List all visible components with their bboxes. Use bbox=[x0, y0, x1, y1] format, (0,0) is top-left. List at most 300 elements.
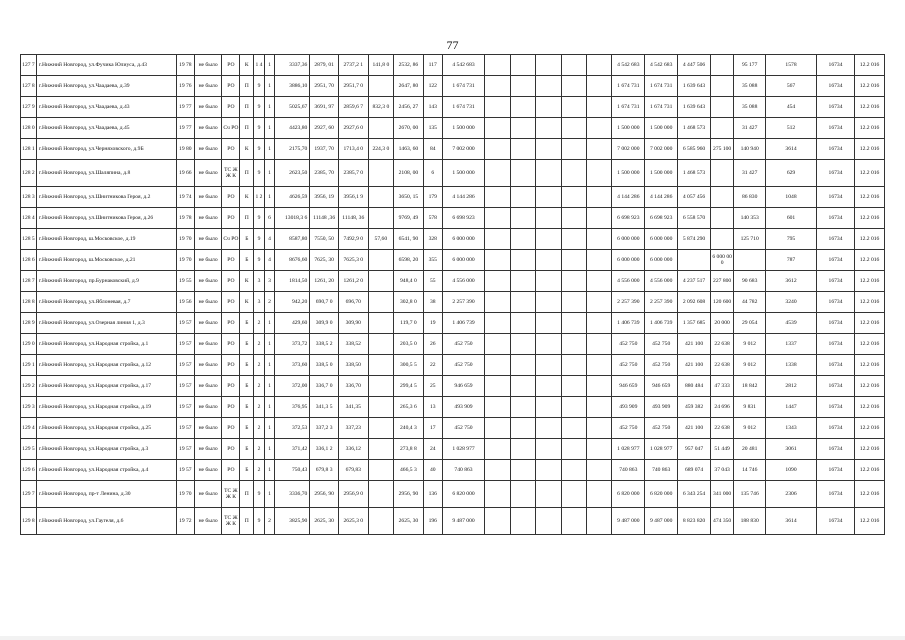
cell-area-other: 2647, 80 bbox=[394, 76, 424, 97]
cell-cost-roof bbox=[485, 118, 510, 139]
cell-cost-limit: 16734 bbox=[816, 418, 854, 439]
cell-area-private: 696,70 bbox=[338, 292, 368, 313]
cell-total-area: 2175,70 bbox=[275, 139, 310, 160]
cell-cost-limit: 16734 bbox=[816, 292, 854, 313]
cell-residential-area: 1261, 20 bbox=[310, 271, 339, 292]
cell-wall-material: Б bbox=[240, 313, 254, 334]
cell-cost-per-sqm: 1343 bbox=[766, 418, 817, 439]
cell-commission-year: не было bbox=[194, 139, 222, 160]
cell-total-area: 3337,36 bbox=[275, 55, 310, 76]
cell-wall-material: К bbox=[240, 292, 254, 313]
cell-entrances: 1 bbox=[264, 376, 275, 397]
cell-finance-fund: 689 074 bbox=[678, 460, 711, 481]
cell-area-private: 309,90 bbox=[338, 313, 368, 334]
cell-finance-regional: 22 638 bbox=[710, 418, 733, 439]
cell-area-municipal: 57,60 bbox=[368, 229, 393, 250]
cell-build-year: 19 57 bbox=[176, 397, 194, 418]
cell-cost-other bbox=[586, 55, 611, 76]
cell-cost-roof bbox=[485, 76, 510, 97]
cell-finance-total: 946 659 bbox=[645, 376, 678, 397]
cell-finance-fund: 8 823 820 bbox=[678, 508, 711, 535]
cell-finance-regional: 22 638 bbox=[710, 355, 733, 376]
cell-finance-total: 9 487 000 bbox=[645, 508, 678, 535]
cell-wall-material: К bbox=[240, 139, 254, 160]
cell-row-index: 128 3 bbox=[21, 187, 37, 208]
cell-row-index: 128 4 bbox=[21, 208, 37, 229]
cell-address: г.Нижний Новгород, ул.Гаугеля, д.6 bbox=[36, 508, 176, 535]
cell-cost-basement bbox=[536, 292, 561, 313]
cell-completion-date: 12.2 016 bbox=[855, 460, 885, 481]
cell-finance-total: 2 257 390 bbox=[645, 292, 678, 313]
cell-entrances: 1 bbox=[264, 160, 275, 187]
cell-wall-material: Б bbox=[240, 376, 254, 397]
cell-fund-manager: Сч РО bbox=[222, 229, 240, 250]
cell-fund-manager: РО bbox=[222, 139, 240, 160]
cell-area-other: 948,4 0 bbox=[394, 271, 424, 292]
cell-row-index: 129 2 bbox=[21, 376, 37, 397]
cell-completion-date: 12.2 016 bbox=[855, 292, 885, 313]
cell-cost-facade bbox=[510, 139, 535, 160]
cell-finance-total: 7 002 000 bbox=[645, 139, 678, 160]
cell-cost-facade bbox=[510, 334, 535, 355]
cell-total-area: 371,42 bbox=[275, 439, 310, 460]
cell-cost-utilities bbox=[561, 97, 586, 118]
cell-cost-basement bbox=[536, 271, 561, 292]
cell-residents: 355 bbox=[423, 250, 442, 271]
cell-entrances: 1 bbox=[264, 97, 275, 118]
cell-cost-repair: 9 487 000 bbox=[612, 508, 645, 535]
cell-finance-fund: 421 100 bbox=[678, 418, 711, 439]
cell-cost-basement bbox=[536, 508, 561, 535]
cell-residential-area: 336,1 2 bbox=[310, 439, 339, 460]
cell-finance-total: 4 144 286 bbox=[645, 187, 678, 208]
cell-area-other: 300,5 5 bbox=[394, 355, 424, 376]
cell-residents: 84 bbox=[423, 139, 442, 160]
cell-cost-roof bbox=[485, 355, 510, 376]
cell-area-private: 338,52 bbox=[338, 334, 368, 355]
cell-cost-basement bbox=[536, 481, 561, 508]
cell-residential-area: 309,9 0 bbox=[310, 313, 339, 334]
cell-build-year: 19 57 bbox=[176, 355, 194, 376]
cell-total-cost: 1 406 739 bbox=[442, 313, 484, 334]
cell-cost-facade bbox=[510, 292, 535, 313]
cell-finance-regional bbox=[710, 55, 733, 76]
cell-total-cost: 6 000 000 bbox=[442, 250, 484, 271]
cell-finance-regional: 474 350 bbox=[710, 508, 733, 535]
cell-finance-total: 493 909 bbox=[645, 397, 678, 418]
cell-cost-repair: 946 659 bbox=[612, 376, 645, 397]
cell-finance-regional bbox=[710, 97, 733, 118]
cell-row-index: 128 6 bbox=[21, 250, 37, 271]
cell-cost-utilities bbox=[561, 229, 586, 250]
cell-floors: 2 bbox=[254, 313, 265, 334]
cell-area-municipal bbox=[368, 76, 393, 97]
cell-finance-local: 20 481 bbox=[734, 439, 766, 460]
cell-residents: 19 bbox=[423, 313, 442, 334]
cell-cost-utilities bbox=[561, 334, 586, 355]
cell-finance-local bbox=[734, 250, 766, 271]
cell-build-year: 19 56 bbox=[176, 292, 194, 313]
cell-finance-local: 125 710 bbox=[734, 229, 766, 250]
cell-finance-fund: 6 343 254 bbox=[678, 481, 711, 508]
cell-finance-local: 31 427 bbox=[734, 118, 766, 139]
cell-area-other: 2956, 90 bbox=[394, 481, 424, 508]
cell-cost-limit: 16734 bbox=[816, 118, 854, 139]
page-bottom-edge bbox=[0, 636, 905, 640]
cell-finance-regional: 275 100 bbox=[710, 139, 733, 160]
cell-fund-manager: РО bbox=[222, 334, 240, 355]
table-row bbox=[21, 508, 885, 535]
cell-residents: 22 bbox=[423, 355, 442, 376]
cell-fund-manager: Сч РО bbox=[222, 118, 240, 139]
cell-cost-per-sqm: 512 bbox=[766, 118, 817, 139]
cell-area-other: 3650, 15 bbox=[394, 187, 424, 208]
cell-floors: 9 bbox=[254, 97, 265, 118]
cell-cost-other bbox=[586, 250, 611, 271]
cell-address: г.Нижний Новгород, пр-т Ленина, д.30 bbox=[36, 481, 176, 508]
cell-cost-other bbox=[586, 418, 611, 439]
cell-commission-year: не было bbox=[194, 508, 222, 535]
cell-fund-manager: РО bbox=[222, 208, 240, 229]
cell-finance-regional: 227 800 bbox=[710, 271, 733, 292]
cell-row-index: 128 0 bbox=[21, 118, 37, 139]
cell-residents: 25 bbox=[423, 376, 442, 397]
cell-finance-fund bbox=[678, 250, 711, 271]
table-row bbox=[21, 229, 885, 250]
cell-address: г.Нижний Новгород, ул.Шнитникова Героя, д.2 bbox=[36, 187, 176, 208]
cell-cost-repair: 740 863 bbox=[612, 460, 645, 481]
cell-finance-total: 6 000 000 bbox=[645, 229, 678, 250]
cell-address: г.Нижний Новгород, ул.Черняховского, д.9Б bbox=[36, 139, 176, 160]
cell-cost-roof bbox=[485, 208, 510, 229]
cell-floors: 2 bbox=[254, 460, 265, 481]
cell-address: г.Нижний Новгород, ул.Шаляпина, д.8 bbox=[36, 160, 176, 187]
cell-wall-material: Б bbox=[240, 418, 254, 439]
cell-total-area: 942,20 bbox=[275, 292, 310, 313]
cell-residential-area: 338,5 2 bbox=[310, 334, 339, 355]
cell-cost-other bbox=[586, 229, 611, 250]
cell-build-year: 19 57 bbox=[176, 334, 194, 355]
cell-residents: 122 bbox=[423, 76, 442, 97]
cell-cost-facade bbox=[510, 397, 535, 418]
cell-area-private: 7625,3 0 bbox=[338, 250, 368, 271]
cell-commission-year: не было bbox=[194, 355, 222, 376]
cell-area-private: 337,23 bbox=[338, 418, 368, 439]
cell-total-cost: 6 698 923 bbox=[442, 208, 484, 229]
cell-finance-fund: 421 100 bbox=[678, 334, 711, 355]
cell-area-other: 6598, 20 bbox=[394, 250, 424, 271]
cell-cost-facade bbox=[510, 508, 535, 535]
cell-build-year: 19 57 bbox=[176, 439, 194, 460]
cell-area-other: 1463, 60 bbox=[394, 139, 424, 160]
cell-commission-year: не было bbox=[194, 460, 222, 481]
cell-cost-repair: 6 000 000 bbox=[612, 250, 645, 271]
cell-finance-local: 29 054 bbox=[734, 313, 766, 334]
page-number: 77 bbox=[446, 38, 459, 52]
cell-area-municipal bbox=[368, 118, 393, 139]
cell-finance-local: 90 683 bbox=[734, 271, 766, 292]
cell-area-other: 9769, 49 bbox=[394, 208, 424, 229]
cell-area-private: 11148, 36 bbox=[338, 208, 368, 229]
cell-finance-local: 95 177 bbox=[734, 55, 766, 76]
cell-cost-other bbox=[586, 292, 611, 313]
cell-wall-material: Б bbox=[240, 229, 254, 250]
cell-residential-area: 7625, 30 bbox=[310, 250, 339, 271]
cell-finance-total: 1 028 977 bbox=[645, 439, 678, 460]
cell-cost-facade bbox=[510, 481, 535, 508]
cell-finance-total: 4 542 683 bbox=[645, 55, 678, 76]
cell-area-municipal bbox=[368, 334, 393, 355]
cell-floors: 9 bbox=[254, 118, 265, 139]
cell-finance-total: 1 500 000 bbox=[645, 118, 678, 139]
cell-total-cost: 1 674 731 bbox=[442, 76, 484, 97]
cell-area-private: 7492,9 0 bbox=[338, 229, 368, 250]
cell-entrances: 1 bbox=[264, 139, 275, 160]
cell-total-area: 4626,59 bbox=[275, 187, 310, 208]
cell-finance-total: 6 820 000 bbox=[645, 481, 678, 508]
cell-wall-material: Б bbox=[240, 439, 254, 460]
cell-cost-per-sqm: 4539 bbox=[766, 313, 817, 334]
cell-build-year: 19 77 bbox=[176, 118, 194, 139]
cell-finance-fund: 4 447 506 bbox=[678, 55, 711, 76]
cell-fund-manager: РО bbox=[222, 271, 240, 292]
cell-build-year: 19 76 bbox=[176, 76, 194, 97]
cell-total-cost: 9 487 000 bbox=[442, 508, 484, 535]
cell-cost-limit: 16734 bbox=[816, 481, 854, 508]
cell-residents: 135 bbox=[423, 118, 442, 139]
cell-floors: 9 bbox=[254, 139, 265, 160]
cell-completion-date: 12.2 016 bbox=[855, 250, 885, 271]
cell-finance-local: 86 830 bbox=[734, 187, 766, 208]
cell-row-index: 128 2 bbox=[21, 160, 37, 187]
cell-cost-limit: 16734 bbox=[816, 271, 854, 292]
cell-cost-limit: 16734 bbox=[816, 187, 854, 208]
cell-residential-area: 338,5 0 bbox=[310, 355, 339, 376]
cell-address: г.Нижний Новгород, ул.Чаадаева, д.45 bbox=[36, 118, 176, 139]
cell-cost-utilities bbox=[561, 160, 586, 187]
cell-total-cost: 452 750 bbox=[442, 418, 484, 439]
cell-entrances: 1 bbox=[264, 55, 275, 76]
cell-completion-date: 12.2 016 bbox=[855, 118, 885, 139]
cell-cost-utilities bbox=[561, 460, 586, 481]
cell-cost-basement bbox=[536, 208, 561, 229]
cell-total-cost: 493 909 bbox=[442, 397, 484, 418]
cell-cost-per-sqm: 1090 bbox=[766, 460, 817, 481]
cell-area-other: 2625, 30 bbox=[394, 508, 424, 535]
cell-build-year: 19 70 bbox=[176, 481, 194, 508]
cell-residential-area: 3956, 19 bbox=[310, 187, 339, 208]
cell-residential-area: 690,7 0 bbox=[310, 292, 339, 313]
cell-finance-fund: 1 468 573 bbox=[678, 118, 711, 139]
cell-wall-material: Б bbox=[240, 334, 254, 355]
cell-cost-repair: 1 500 000 bbox=[612, 160, 645, 187]
cell-finance-regional: 37 043 bbox=[710, 460, 733, 481]
cell-completion-date: 12.2 016 bbox=[855, 76, 885, 97]
cell-cost-per-sqm: 454 bbox=[766, 97, 817, 118]
cell-completion-date: 12.2 016 bbox=[855, 481, 885, 508]
cell-cost-other bbox=[586, 397, 611, 418]
cell-residents: 13 bbox=[423, 397, 442, 418]
cell-cost-facade bbox=[510, 97, 535, 118]
cell-completion-date: 12.2 016 bbox=[855, 397, 885, 418]
cell-cost-basement bbox=[536, 439, 561, 460]
table-row bbox=[21, 208, 885, 229]
cell-cost-limit: 16734 bbox=[816, 376, 854, 397]
cell-finance-total: 1 406 739 bbox=[645, 313, 678, 334]
cell-cost-limit: 16734 bbox=[816, 229, 854, 250]
cell-total-area: 3336,70 bbox=[275, 481, 310, 508]
cell-cost-facade bbox=[510, 250, 535, 271]
cell-area-private: 2625,3 0 bbox=[338, 508, 368, 535]
cell-finance-fund: 421 100 bbox=[678, 355, 711, 376]
cell-completion-date: 12.2 016 bbox=[855, 376, 885, 397]
cell-cost-roof bbox=[485, 397, 510, 418]
cell-build-year: 19 72 bbox=[176, 508, 194, 535]
cell-area-other: 2108, 00 bbox=[394, 160, 424, 187]
cell-residents: 196 bbox=[423, 508, 442, 535]
cell-cost-utilities bbox=[561, 292, 586, 313]
cell-floors: 1 4 bbox=[254, 55, 265, 76]
cell-cost-repair: 7 002 000 bbox=[612, 139, 645, 160]
cell-cost-utilities bbox=[561, 76, 586, 97]
table-row bbox=[21, 460, 885, 481]
cell-build-year: 19 78 bbox=[176, 55, 194, 76]
cell-cost-roof bbox=[485, 508, 510, 535]
cell-residential-area: 2956, 90 bbox=[310, 481, 339, 508]
housing-register-sheet bbox=[20, 54, 885, 535]
cell-wall-material: К bbox=[240, 187, 254, 208]
cell-total-cost: 452 750 bbox=[442, 334, 484, 355]
cell-cost-utilities bbox=[561, 313, 586, 334]
cell-completion-date: 12.2 016 bbox=[855, 97, 885, 118]
cell-finance-regional: 6 000 000 bbox=[710, 250, 733, 271]
cell-build-year: 19 57 bbox=[176, 376, 194, 397]
cell-finance-local: 35 088 bbox=[734, 97, 766, 118]
cell-total-cost: 7 002 000 bbox=[442, 139, 484, 160]
cell-cost-roof bbox=[485, 97, 510, 118]
cell-area-private: 341,35 bbox=[338, 397, 368, 418]
cell-finance-regional: 51 449 bbox=[710, 439, 733, 460]
cell-row-index: 127 8 bbox=[21, 76, 37, 97]
cell-cost-roof bbox=[485, 460, 510, 481]
cell-cost-facade bbox=[510, 313, 535, 334]
cell-build-year: 19 77 bbox=[176, 97, 194, 118]
cell-cost-roof bbox=[485, 250, 510, 271]
cell-build-year: 19 57 bbox=[176, 418, 194, 439]
cell-commission-year: не было bbox=[194, 292, 222, 313]
cell-area-other: 2532, 86 bbox=[394, 55, 424, 76]
cell-row-index: 129 4 bbox=[21, 418, 37, 439]
table-row bbox=[21, 439, 885, 460]
cell-residential-area: 3691, 97 bbox=[310, 97, 339, 118]
cell-cost-other bbox=[586, 139, 611, 160]
cell-fund-manager: РО bbox=[222, 460, 240, 481]
cell-total-area: 8676,60 bbox=[275, 250, 310, 271]
cell-total-area: 2623,50 bbox=[275, 160, 310, 187]
cell-commission-year: не было bbox=[194, 97, 222, 118]
cell-cost-per-sqm: 1578 bbox=[766, 55, 817, 76]
cell-entrances: 1 bbox=[264, 397, 275, 418]
cell-floors: 3 bbox=[254, 292, 265, 313]
cell-cost-basement bbox=[536, 397, 561, 418]
cell-area-municipal bbox=[368, 481, 393, 508]
cell-cost-roof bbox=[485, 418, 510, 439]
cell-address: г.Нижний Новгород, ул.Озерная линия 1, д.3 bbox=[36, 313, 176, 334]
cell-finance-regional: 20 000 bbox=[710, 313, 733, 334]
cell-residents: 328 bbox=[423, 229, 442, 250]
table-body bbox=[21, 55, 885, 535]
cell-cost-repair: 452 750 bbox=[612, 355, 645, 376]
cell-wall-material: Б bbox=[240, 250, 254, 271]
cell-row-index: 129 3 bbox=[21, 397, 37, 418]
cell-cost-basement bbox=[536, 334, 561, 355]
cell-build-year: 19 66 bbox=[176, 160, 194, 187]
cell-cost-repair: 6 000 000 bbox=[612, 229, 645, 250]
cell-finance-total: 4 556 000 bbox=[645, 271, 678, 292]
cell-cost-basement bbox=[536, 187, 561, 208]
cell-cost-basement bbox=[536, 460, 561, 481]
cell-finance-total: 6 000 000 bbox=[645, 250, 678, 271]
cell-finance-total: 1 500 000 bbox=[645, 160, 678, 187]
cell-commission-year: не было bbox=[194, 118, 222, 139]
cell-cost-repair: 2 257 390 bbox=[612, 292, 645, 313]
cell-commission-year: не было bbox=[194, 481, 222, 508]
cell-cost-utilities bbox=[561, 418, 586, 439]
cell-residents: 179 bbox=[423, 187, 442, 208]
cell-cost-per-sqm: 1447 bbox=[766, 397, 817, 418]
cell-entrances: 1 bbox=[264, 187, 275, 208]
cell-floors: 2 bbox=[254, 397, 265, 418]
cell-area-municipal bbox=[368, 418, 393, 439]
cell-total-cost: 6 820 000 bbox=[442, 481, 484, 508]
cell-area-municipal bbox=[368, 250, 393, 271]
cell-address: г.Нижний Новгород, ш.Московское, д.19 bbox=[36, 229, 176, 250]
cell-total-cost: 1 500 000 bbox=[442, 118, 484, 139]
cell-row-index: 129 1 bbox=[21, 355, 37, 376]
cell-cost-roof bbox=[485, 481, 510, 508]
cell-floors: 2 bbox=[254, 439, 265, 460]
cell-cost-utilities bbox=[561, 55, 586, 76]
cell-cost-roof bbox=[485, 376, 510, 397]
cell-completion-date: 12.2 016 bbox=[855, 439, 885, 460]
cell-cost-repair: 1 028 977 bbox=[612, 439, 645, 460]
cell-total-area: 3825,90 bbox=[275, 508, 310, 535]
cell-finance-total: 452 750 bbox=[645, 334, 678, 355]
cell-build-year: 19 70 bbox=[176, 250, 194, 271]
cell-residential-area: 337,2 3 bbox=[310, 418, 339, 439]
cell-cost-limit: 16734 bbox=[816, 439, 854, 460]
cell-finance-regional: 47 333 bbox=[710, 376, 733, 397]
cell-total-area: 5025,67 bbox=[275, 97, 310, 118]
cell-cost-facade bbox=[510, 229, 535, 250]
cell-cost-facade bbox=[510, 460, 535, 481]
cell-total-cost: 946 659 bbox=[442, 376, 484, 397]
cell-cost-roof bbox=[485, 55, 510, 76]
cell-residents: 26 bbox=[423, 334, 442, 355]
cell-completion-date: 12.2 016 bbox=[855, 229, 885, 250]
cell-cost-limit: 16734 bbox=[816, 334, 854, 355]
cell-floors: 2 bbox=[254, 355, 265, 376]
cell-fund-manager: РО bbox=[222, 313, 240, 334]
cell-total-area: 8587,80 bbox=[275, 229, 310, 250]
cell-cost-per-sqm: 2306 bbox=[766, 481, 817, 508]
cell-floors: 3 bbox=[254, 271, 265, 292]
cell-area-private: 2385,7 0 bbox=[338, 160, 368, 187]
cell-area-other: 119,7 0 bbox=[394, 313, 424, 334]
cell-area-private: 2859,6 7 bbox=[338, 97, 368, 118]
cell-row-index: 129 7 bbox=[21, 481, 37, 508]
cell-cost-roof bbox=[485, 292, 510, 313]
